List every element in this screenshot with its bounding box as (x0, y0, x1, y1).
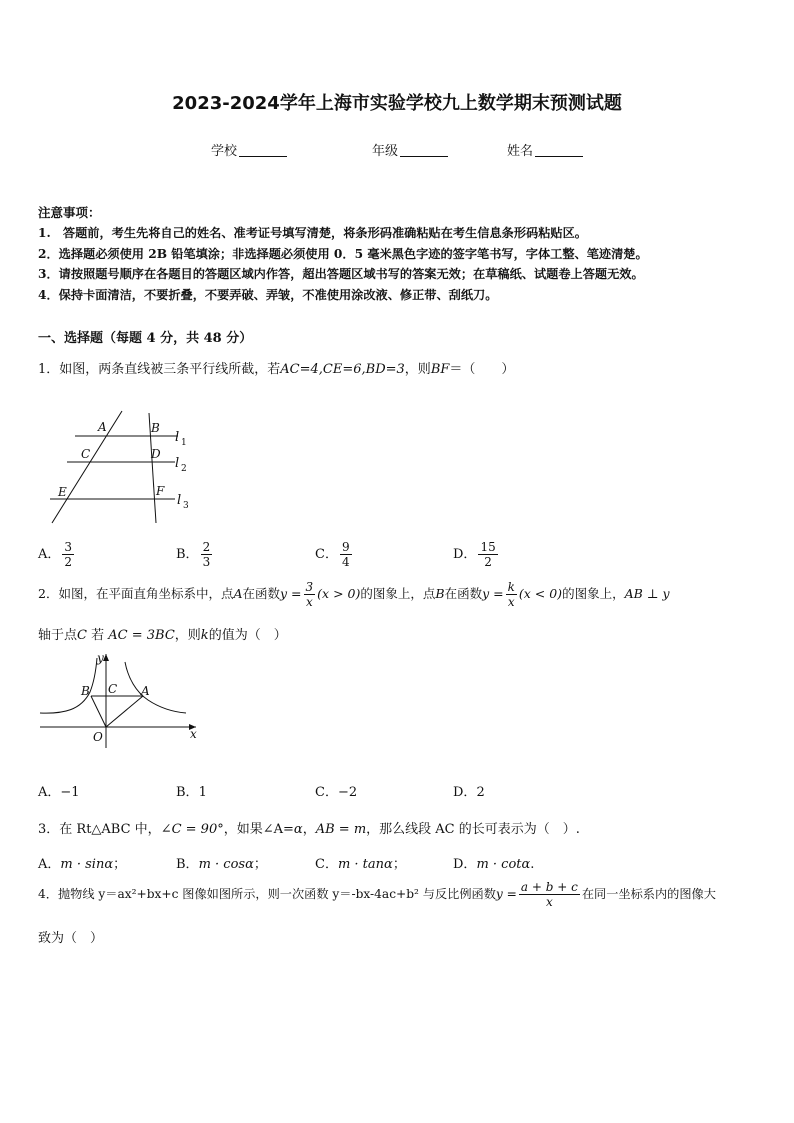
q3-option-c (315, 853, 406, 872)
q3-option-b (176, 853, 267, 872)
q2-condition: AC = 3BC (108, 628, 175, 643)
label-A: A (141, 684, 150, 698)
option-letter: A． (38, 547, 61, 562)
q2-text: 的图象上，点 (360, 586, 436, 601)
school-label: 学校 (211, 144, 238, 159)
q2-point-b: B (435, 586, 445, 601)
q2-point-a: A (233, 586, 243, 601)
option-letter: C． (315, 785, 338, 800)
q2-perp: AB ⊥ y (624, 586, 670, 601)
q2-f1-cond: (x > 0) (317, 586, 361, 601)
numerator: a + b + c (520, 880, 578, 894)
label-l1-sub: 1 (181, 438, 187, 448)
q4-fraction (519, 880, 580, 909)
question-4-line-2: 致为（ ） (38, 931, 104, 946)
q3-text: 3．在 Rt△ABC 中， (38, 822, 161, 837)
option-letter: D． (453, 785, 477, 800)
denominator: 2 (64, 555, 73, 569)
option-value: 1 (198, 785, 207, 800)
q1-mid: ，则 (404, 362, 431, 377)
q2-f2-fraction (506, 580, 517, 609)
q3-alpha: α (293, 822, 303, 837)
denominator: 4 (341, 555, 350, 569)
label-O: O (93, 730, 103, 744)
option-fraction (478, 540, 497, 569)
name-field (507, 140, 583, 159)
label-C: C (108, 682, 118, 696)
option-fraction (340, 540, 352, 569)
q2-text: 轴于点 (38, 628, 78, 643)
numerator: 3 (305, 580, 314, 594)
numerator: 9 (341, 540, 350, 554)
q2-text: ，则 (174, 628, 201, 643)
question-2-line-2 (38, 624, 287, 643)
notice-item-4: 4．保持卡面清洁，不要折叠，不要弄破、弄皱，不准使用涂改液、修正带、刮纸刀。 (38, 288, 498, 302)
option-fraction (201, 540, 213, 569)
question-3-text (38, 818, 580, 837)
option-value: m · cotα (476, 857, 531, 872)
q1-suffix: ＝（ ） (449, 362, 515, 377)
option-letter: B． (176, 785, 199, 800)
label-l3-sub: 3 (183, 501, 189, 511)
q2-k: k (200, 628, 209, 643)
q3-text: ， (302, 822, 316, 837)
q2-f1-fraction (304, 580, 316, 609)
notice-item-1: 1. 答题前，考生先将自己的姓名、准考证号填写清楚，将条形码准确粘贴在考生信息条形码粘贴区。 (38, 226, 587, 240)
denominator: 2 (484, 555, 492, 569)
segment-AO (106, 696, 143, 727)
q4-text: 4．抛物线 y＝ax²+bx+c 图像如图所示，则一次函数 y＝-bx-4ac+b² 与反比例函数 (38, 887, 496, 901)
name-label: 姓名 (507, 144, 534, 159)
q1-figure (40, 408, 200, 530)
option-value: m · tanα (337, 857, 393, 872)
option-end: . (530, 857, 535, 872)
option-fraction (62, 540, 74, 569)
label-F: F (156, 484, 165, 498)
q1-option-a (38, 540, 76, 569)
numerator: 2 (202, 540, 211, 554)
q2-option-b (176, 781, 207, 800)
notice-item-2: 2．选择题必须使用 2B 铅笔填涂；非选择题必须使用 0．5 毫米黑色字迹的签字笔书写，字体工整、笔迹清楚。 (38, 247, 648, 261)
q3-text: ，那么线段 AC 的长可表示为（ ）. (366, 822, 580, 837)
q3-ab: AB = m (315, 822, 367, 837)
option-letter: C． (315, 547, 338, 562)
numerator: k (507, 580, 515, 594)
option-letter: C． (315, 857, 338, 872)
label-A: A (98, 420, 107, 434)
q2-text: 的值为（ ） (208, 628, 287, 643)
label-E: E (58, 485, 67, 499)
curve-right (125, 662, 186, 713)
q2-f2-lhs: y = (482, 586, 504, 601)
label-x: x (190, 727, 197, 741)
q1-option-c (315, 540, 354, 569)
label-C: C (81, 447, 91, 461)
label-l1: l (175, 430, 180, 445)
q2-f2-cond: (x < 0) (518, 586, 563, 601)
option-value: m · cosα (198, 857, 254, 872)
denominator: 3 (202, 555, 211, 569)
numerator: 15 (480, 540, 496, 554)
q1-condition: AC=4,CE=6,BD=3 (280, 362, 405, 377)
q2-text: 2．如图，在平面直角坐标系中，点 (38, 586, 234, 601)
q2-text: 若 (91, 628, 105, 643)
option-letter: A． (38, 857, 61, 872)
q1-ask: BF (430, 362, 450, 377)
q3-option-d (453, 853, 534, 872)
option-letter: D． (453, 547, 477, 562)
label-l2-sub: 2 (181, 464, 187, 474)
label-B: B (151, 421, 160, 435)
q1-option-b (176, 540, 214, 569)
q2-text: 在函数 (242, 586, 281, 601)
grade-label: 年级 (372, 144, 399, 159)
page-title: 2023-2024学年上海市实验学校九上数学期末预测试题 (172, 93, 622, 114)
school-blank (239, 143, 287, 157)
label-y: y (97, 651, 104, 665)
label-B: B (81, 684, 90, 698)
q2-option-c (315, 781, 357, 800)
school-field (211, 140, 287, 159)
option-letter: B． (176, 547, 199, 562)
q1-prefix: 1．如图，两条直线被三条平行线所截，若 (38, 362, 281, 377)
option-value: 2 (476, 785, 485, 800)
section-heading: 一、选择题（每题 4 分，共 48 分） (38, 331, 253, 346)
q4-text: 在同一坐标系内的图像大 (581, 887, 716, 901)
denominator: x (507, 595, 515, 609)
option-value: m · sinα (60, 857, 114, 872)
q3-angle: ∠C = 90° (160, 822, 224, 837)
option-letter: A． (38, 785, 61, 800)
grade-blank (400, 143, 448, 157)
q2-figure (36, 650, 206, 750)
numerator: 3 (64, 540, 73, 554)
q2-text: 在函数 (444, 586, 483, 601)
option-end: ； (253, 857, 267, 872)
notice-heading: 注意事项： (38, 205, 101, 220)
y-axis-arrow (103, 654, 109, 661)
question-2-line-1 (38, 580, 670, 609)
name-blank (535, 143, 583, 157)
q2-option-a (38, 781, 80, 800)
q1-option-d (453, 540, 500, 569)
q2-option-d (453, 781, 485, 800)
q3-text: ，如果∠A= (223, 822, 294, 837)
q3-option-a (38, 853, 126, 872)
denominator: x (545, 895, 553, 909)
question-1-text (38, 358, 514, 377)
option-value: −1 (60, 785, 80, 800)
notice-item-3: 3．请按照题号顺序在各题目的答题区域内作答，超出答题区域书写的答案无效；在草稿纸、试题卷上答题无效。 (38, 267, 644, 281)
option-end: ； (113, 857, 127, 872)
transversal-left (52, 411, 122, 523)
q2-text: 的图象上， (562, 586, 625, 601)
q4-f-lhs: y = (495, 887, 517, 901)
grade-field (372, 140, 448, 159)
question-4-line-1 (38, 880, 716, 909)
label-l2: l (175, 456, 180, 471)
option-letter: D． (453, 857, 477, 872)
segment-BO (91, 696, 106, 727)
label-l3: l (177, 493, 182, 508)
q2-f1-lhs: y = (280, 586, 302, 601)
option-value: −2 (337, 785, 358, 800)
option-end: ； (392, 857, 406, 872)
denominator: x (305, 595, 313, 609)
q2-point-c: C (77, 628, 87, 643)
label-D: D (151, 447, 161, 461)
option-letter: B． (176, 857, 199, 872)
